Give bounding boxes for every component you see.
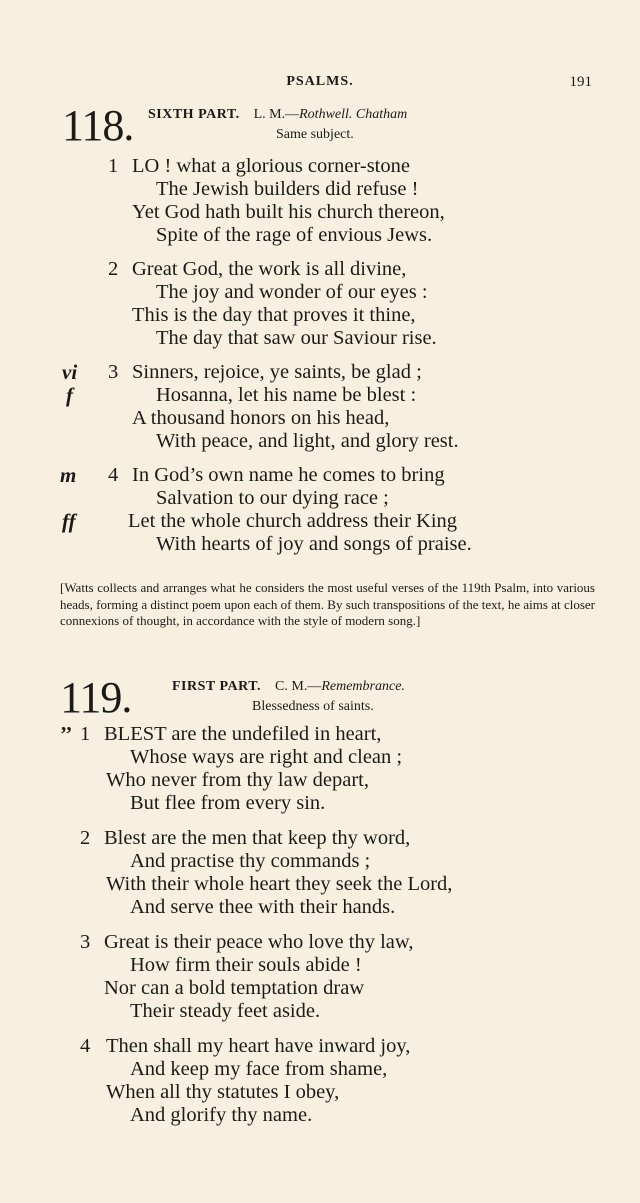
hymn-119-meter: C. M.— bbox=[275, 679, 322, 694]
hymn-119-verse-1-line-3: Who never from thy law depart, bbox=[106, 769, 369, 791]
hymn-119-verse-3-number: 3 bbox=[80, 931, 91, 953]
hymn-119-verse-1-line-2: Whose ways are right and clean ; bbox=[130, 746, 403, 768]
hymn-118-verse-2-line-4: The day that saw our Saviour rise. bbox=[156, 327, 437, 349]
hymn-119-verse-2-line-2: And practise thy commands ; bbox=[130, 850, 371, 872]
dynamic-mark-ff: ff bbox=[62, 509, 76, 533]
hymn-119-verse-2-line-1: Blest are the men that keep thy word, bbox=[104, 827, 411, 849]
hymn-118-verse-1-line-4: Spite of the rage of envious Jews. bbox=[156, 224, 433, 246]
hymn-118-verse-3-line-4: With peace, and light, and glory rest. bbox=[156, 430, 459, 452]
hymn-119-verse-1-line-4: But flee from every sin. bbox=[130, 792, 326, 814]
hymn-118-verse-3-line-3: A thousand honors on his head, bbox=[132, 407, 390, 429]
hymn-119-verse-4-line-1: Then shall my heart have inward joy, bbox=[106, 1035, 411, 1057]
hymn-118-verse-2-number: 2 bbox=[108, 258, 119, 280]
hymn-119-verse-4-line-3: When all thy statutes I obey, bbox=[106, 1081, 340, 1103]
hymn-118-tunes: Rothwell. Chatham bbox=[299, 107, 408, 122]
hymn-119-verse-3-line-1: Great is their peace who love thy law, bbox=[104, 931, 414, 953]
hymn-119-verse-3-line-3: Nor can a bold temptation draw bbox=[104, 977, 365, 999]
hymn-119-verse-1-number: 1 bbox=[80, 723, 91, 745]
editorial-note: [Watts collects and arranges what he considers the most useful verses of the 119th Psalm, into various heads, forming a distinct poem upon each of them. By such transpositions of the text, he aims at closer connexions of thought, in accordance with the style of modern song.] bbox=[60, 580, 595, 628]
hymn-119-verse-2-line-3: With their whole heart they seek the Lord, bbox=[106, 873, 453, 895]
hymn-118-verse-2-line-3: This is the day that proves it thine, bbox=[132, 304, 416, 326]
hymn-118-verse-4-number: 4 bbox=[108, 464, 119, 486]
dynamic-mark-m: m bbox=[60, 463, 77, 487]
hymn-118-verse-4-line-2: Salvation to our dying race ; bbox=[156, 487, 389, 509]
dynamic-mark-quote: ’’ bbox=[60, 722, 73, 746]
page-number: 191 bbox=[569, 74, 592, 90]
hymn-118-verse-1-number: 1 bbox=[108, 155, 119, 177]
dynamic-mark-f: f bbox=[66, 383, 73, 407]
hymn-119-verse-3-line-4: Their steady feet aside. bbox=[130, 1000, 321, 1022]
hymn-119-verse-4-line-2: And keep my face from shame, bbox=[130, 1058, 388, 1080]
hymn-119-verse-1-line-1: BLEST are the undefiled in heart, bbox=[104, 723, 382, 745]
hymn-118-verse-4-line-4: With hearts of joy and songs of praise. bbox=[156, 533, 472, 555]
running-head: PSALMS. bbox=[286, 74, 354, 89]
hymn-118-verse-3-line-1: Sinners, rejoice, ye saints, be glad ; bbox=[132, 361, 422, 383]
hymn-118-verse-4-line-3: Let the whole church address their King bbox=[128, 510, 458, 532]
hymn-118-verse-2-line-1: Great God, the work is all divine, bbox=[132, 258, 407, 280]
hymn-119-verse-4-number: 4 bbox=[80, 1035, 91, 1057]
hymn-119-verse-3-line-2: How firm their souls abide ! bbox=[130, 954, 362, 976]
hymn-119-part: FIRST PART. bbox=[172, 679, 262, 694]
hymn-119-verse-4-line-4: And glorify thy name. bbox=[130, 1104, 313, 1126]
hymn-118-part: SIXTH PART. bbox=[148, 107, 240, 122]
hymn-119-subject: Blessedness of saints. bbox=[252, 699, 374, 714]
hymn-119-number: 119. bbox=[60, 673, 132, 722]
hymn-118-subject: Same subject. bbox=[276, 127, 354, 142]
hymn-118-verse-1-line-2: The Jewish builders did refuse ! bbox=[156, 178, 419, 200]
hymn-119-verse-2-line-4: And serve thee with their hands. bbox=[130, 896, 396, 918]
hymn-119-verse-2-number: 2 bbox=[80, 827, 91, 849]
hymn-119-heading bbox=[172, 680, 405, 694]
hymn-119-tune: Remembrance. bbox=[321, 679, 405, 694]
hymn-118-heading bbox=[148, 108, 407, 122]
dynamic-mark-vi: vi bbox=[62, 360, 78, 384]
hymn-118-meter: L. M.— bbox=[253, 107, 300, 122]
hymn-118-verse-1-line-1: LO ! what a glorious corner-stone bbox=[132, 155, 410, 177]
hymn-118-verse-4-line-1: In God’s own name he comes to bring bbox=[132, 464, 445, 486]
hymn-118-number: 118. bbox=[62, 101, 134, 150]
hymn-118-verse-2-line-2: The joy and wonder of our eyes : bbox=[156, 281, 428, 303]
hymn-118-verse-3-number: 3 bbox=[108, 361, 119, 383]
hymn-118-verse-3-line-2: Hosanna, let his name be blest : bbox=[156, 384, 417, 406]
hymn-118-verse-1-line-3: Yet God hath built his church thereon, bbox=[132, 201, 445, 223]
